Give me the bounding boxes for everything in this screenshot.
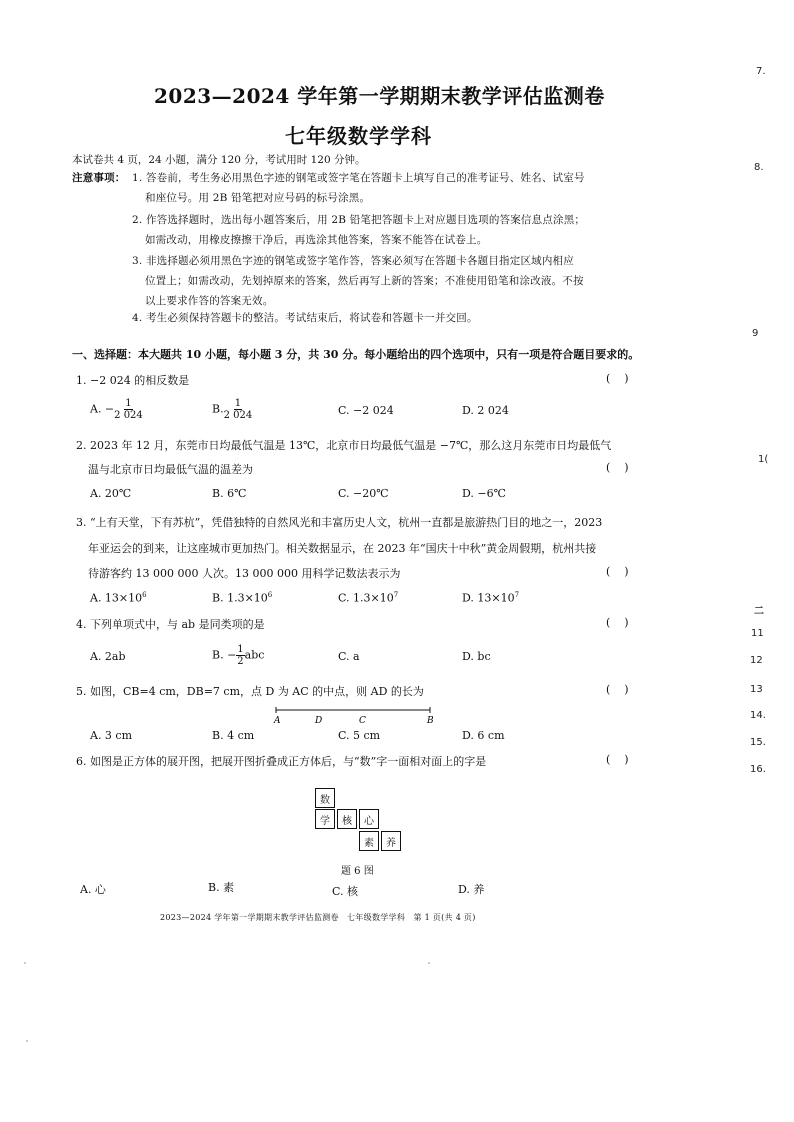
point-label-b: B (427, 716, 434, 726)
q6-option-d: D. 养 (458, 883, 485, 896)
exam-title: 2023—2024 学年第一学期期末教学评估监测卷 (154, 84, 605, 108)
q4-answer-paren: () (606, 616, 643, 629)
note-2-line-2: 如需改动，用橡皮擦擦干净后，再选涂其他答案，答案不能答在试卷上。 (145, 234, 488, 246)
q3-option-a: A. $13\times 10^6$ (90, 591, 147, 605)
q1-option-c: C. −2 024 (338, 404, 394, 417)
q6-stem: 6. 如图是正方体的展开图，把展开图折叠成正方体后，与“数”字一面相对面上的字是 (76, 755, 487, 768)
q2-line-1: 2. 2023 年 12 月，东莞市日均最低气温是 13℃，北京市日均最低气温是 −7℃，那么这月东莞市日均最低气 (76, 439, 612, 452)
edge-mark: 7. (756, 66, 766, 77)
q6-option-a: A. 心 (80, 883, 106, 896)
q5-stem: 5. 如图，CB=4 cm，DB=7 cm，点 D 为 AC 的中点，则 AD 的长为 (76, 685, 424, 698)
edge-mark: 8. (754, 162, 764, 173)
q2-answer-paren: () (606, 461, 643, 474)
note-1-line-2: 和座位号。用 2B 铅笔把对应号码的标号涂黑。 (145, 192, 371, 204)
q3-answer-paren: () (606, 565, 643, 578)
q2-line-2: 温与北京市日均最低气温的温差为 (88, 463, 253, 476)
q5-answer-paren: () (606, 683, 643, 696)
edge-mark: 1( (758, 454, 769, 465)
q5-segment-figure (270, 704, 440, 726)
note-2-line-1: 2. 作答选择题时，选出每小题答案后，用 2B 铅笔把答题卡上对应题目选项的答案信息点涂黑； (132, 214, 586, 226)
note-3-line-1: 3. 非选择题必须用黑色字迹的钢笔或签字笔作答，答案必须写在答题卡各题目指定区域内相应 (132, 255, 574, 267)
scan-speck (24, 962, 26, 964)
note-3-line-3: 以上要求作答的答案无效。 (145, 295, 274, 307)
note-3-line-2: 位置上；如需改动，先划掉原来的答案，然后再写上新的答案；不准使用铅笔和涂改液。不按 (145, 275, 584, 287)
edge-mark: 12 (750, 655, 763, 666)
q3-option-b: B. $1.3\times 10^6$ (212, 591, 273, 605)
q5-option-d: D. 6 cm (462, 729, 505, 742)
cube-face-shu: 数 (315, 788, 335, 808)
q2-option-d: D. −6℃ (462, 487, 506, 500)
cube-face-su: 素 (359, 831, 379, 851)
edge-mark: 11 (751, 628, 764, 639)
q6-answer-paren: () (606, 753, 643, 766)
q3-line-1: 3. “上有天堂，下有苏杭”，凭借独特的自然风光和丰富历史人文，杭州一直都是旅游热门目的地之一，2023 (76, 516, 603, 529)
page-footer: 2023—2024 学年第一学期期末教学评估监测卷 七年级数学学科 第 1 页(共 4 页) (160, 913, 476, 922)
q6-figure-caption: 题 6 图 (341, 866, 374, 877)
q2-option-b: B. 6℃ (212, 487, 247, 500)
point-label-c: C (359, 716, 366, 726)
section-choice-heading: 一、选择题：本大题共 10 小题，每小题 3 分，共 30 分。每小题给出的四个选项中，只有一项是符合题目要求的。 (72, 348, 640, 361)
q3-option-c: C. $1.3\times 10^7$ (338, 591, 399, 605)
q5-option-a: A. 3 cm (90, 729, 133, 742)
q1-option-b: B. $\frac{1}{2 024}$ (212, 398, 253, 421)
edge-mark: 13 (750, 684, 763, 695)
q1-answer-paren: () (606, 372, 643, 385)
q2-option-a: A. 20℃ (90, 487, 132, 500)
cube-net-figure (313, 788, 413, 858)
point-label-a: A (274, 716, 281, 726)
q3-line-2: 年亚运会的到来，让这座城市更加热门。相关数据显示，在 2023 年“国庆十中秋”黄金周假期，杭州共接 (88, 542, 597, 555)
q4-option-c: C. a (338, 650, 360, 663)
q1-option-a: A. − $\frac{1}{2 024}$ (90, 398, 143, 421)
edge-mark: 15. (750, 737, 766, 748)
q5-option-b: B. 4 cm (212, 729, 255, 742)
edge-mark: 9 (752, 328, 759, 339)
edge-mark: 二 (754, 606, 764, 617)
point-label-d: D (315, 716, 323, 726)
q3-option-d: D. $13\times 10^7$ (462, 591, 520, 605)
edge-mark: 16. (750, 764, 766, 775)
edge-mark: 14. (750, 710, 766, 721)
cube-face-yang: 养 (381, 831, 401, 851)
q1-stem: 1. −2 024 的相反数是 (76, 374, 190, 387)
q4-option-b: B. − $\frac{1}{2}$ abc (212, 644, 265, 667)
cube-face-xue: 学 (315, 809, 335, 829)
q6-option-c: C. 核 (332, 885, 359, 898)
cube-face-xin: 心 (359, 809, 379, 829)
q6-option-b: B. 素 (208, 881, 235, 894)
q4-option-a: A. 2ab (90, 650, 126, 663)
q4-option-d: D. bc (462, 650, 491, 663)
q4-stem: 4. 下列单项式中，与 ab 是同类项的是 (76, 618, 265, 631)
exam-info: 本试卷共 4 页，24 小题，满分 120 分，考试用时 120 分钟。 (72, 154, 366, 166)
q3-line-3: 待游客约 13 000 000 人次。13 000 000 用科学记数法表示为 (88, 567, 401, 580)
scan-speck (428, 962, 430, 964)
q5-option-c: C. 5 cm (338, 729, 381, 742)
q1-option-d: D. 2 024 (462, 404, 509, 417)
scan-speck (26, 1040, 28, 1042)
note-4: 4. 考生必须保持答题卡的整洁。考试结束后，将试卷和答题卡一并交回。 (132, 312, 478, 324)
q2-option-c: C. −20℃ (338, 487, 389, 500)
notes-label: 注意事项： (72, 172, 126, 184)
cube-face-he: 核 (337, 809, 357, 829)
exam-subtitle: 七年级数学学科 (285, 124, 432, 148)
note-1-line-1: 1. 答卷前，考生务必用黑色字迹的钢笔或签字笔在答题卡上填写自己的准考证号、姓名、试室号 (132, 172, 585, 184)
